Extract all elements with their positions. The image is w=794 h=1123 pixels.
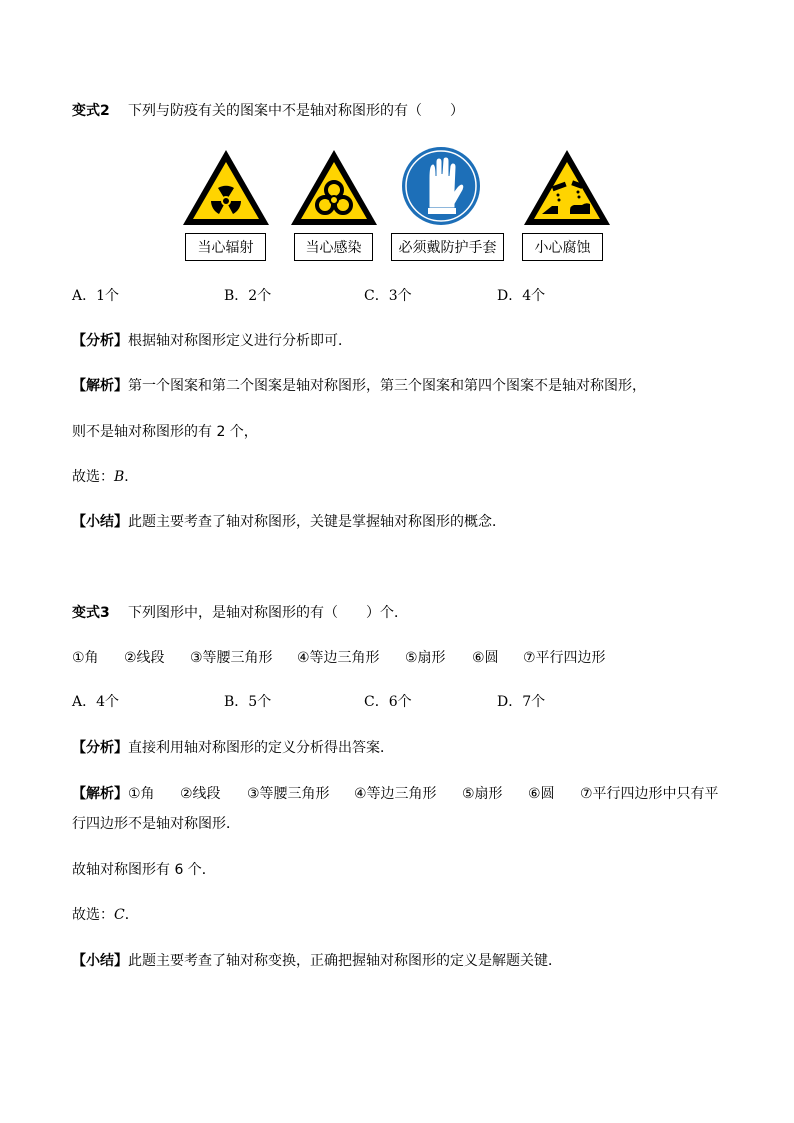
wear-gloves-icon [401,146,481,226]
q3-sol-item-4: ④等边三角形 [354,786,437,802]
q3-sol-item-2: ②线段 [180,786,221,802]
solution-tag: 【解析】 [72,378,128,394]
radiation-warning-icon [181,148,271,228]
q2-stem: 下列与防疫有关的图案中不是轴对称图形的有（ ） [128,103,464,119]
q3-item-5: ⑤扇形 [405,650,446,666]
q2-solution-line2: 则不是轴对称图形的有 2 个， [72,424,258,440]
q3-summary [72,951,562,971]
q3-item-6: ⑥圆 [472,650,499,666]
biohazard-warning-icon [289,148,379,228]
answer-letter: C [114,907,125,923]
q3-stem: 下列图形中，是轴对称图形的有（ ）个． [128,605,408,621]
answer-suffix: ． [124,907,139,923]
q3-count-line: 故轴对称图形有 6 个． [72,862,216,878]
q2-answer [72,467,138,487]
q3-item-2: ②线段 [124,650,165,666]
q3-option-d[interactable]: D．7个 [497,694,546,710]
analysis-text: 根据轴对称图形定义进行分析即可． [128,333,352,349]
summary-text: 此题主要考查了轴对称变换，正确把握轴对称图形的定义是解题关键． [128,953,562,969]
analysis-tag: 【分析】 [72,333,128,349]
q2-option-a[interactable]: A．1个 [72,288,120,304]
answer-suffix: ． [124,469,139,485]
q2-option-d[interactable]: D．4个 [497,288,546,304]
analysis-tag: 【分析】 [72,740,128,756]
q3-analysis [72,738,394,758]
q3-item-7: ⑦平行四边形 [523,650,606,666]
q2-analysis [72,331,352,351]
q3-item-1: ①角 [72,650,99,666]
q3-item-4: ④等边三角形 [297,650,380,666]
q2-option-c[interactable]: C．3个 [364,288,412,304]
q3-option-a[interactable]: A．4个 [72,694,120,710]
q3-answer [72,905,139,925]
analysis-text: 直接利用轴对称图形的定义分析得出答案． [128,740,394,756]
q3-option-b[interactable]: B．5个 [224,694,272,710]
summary-tag: 【小结】 [72,514,128,530]
answer-prefix: 故选： [72,469,114,485]
answer-prefix: 故选： [72,907,114,923]
q2-solution [72,376,646,396]
solution-text: 第一个图案和第二个图案是轴对称图形，第三个图案和第四个图案不是轴对称图形， [128,378,646,394]
corrosion-warning-icon [522,148,612,228]
q3-sol-item-6: ⑥圆 [528,786,555,802]
sign-label-corrosion: 小心腐蚀 [522,233,603,261]
q3-sol-item-3: ③等腰三角形 [247,786,330,802]
answer-letter: B [114,469,125,485]
q3-option-c[interactable]: C．6个 [364,694,412,710]
sign-label-biohazard: 当心感染 [294,233,373,261]
q2-option-b[interactable]: B．2个 [224,288,272,304]
q2-label: 变式2 [72,103,110,119]
q3-solution-line2: 行四边形不是轴对称图形． [72,816,240,832]
q3-label: 变式3 [72,605,110,621]
q2-summary [72,512,506,532]
q3-sol-item-5: ⑤扇形 [462,786,503,802]
sign-label-radiation: 当心辐射 [185,233,266,261]
summary-text: 此题主要考查了轴对称图形，关键是掌握轴对称图形的概念． [128,514,506,530]
q3-sol-item-1: ①角 [128,786,155,802]
q3-sol-item-7: ⑦平行四边形中只有平 [580,786,719,802]
q3-item-3: ③等腰三角形 [190,650,273,666]
sign-label-gloves: 必须戴防护手套 [391,233,504,261]
q3-solution-tag: 【解析】 [72,786,128,802]
summary-tag: 【小结】 [72,953,128,969]
